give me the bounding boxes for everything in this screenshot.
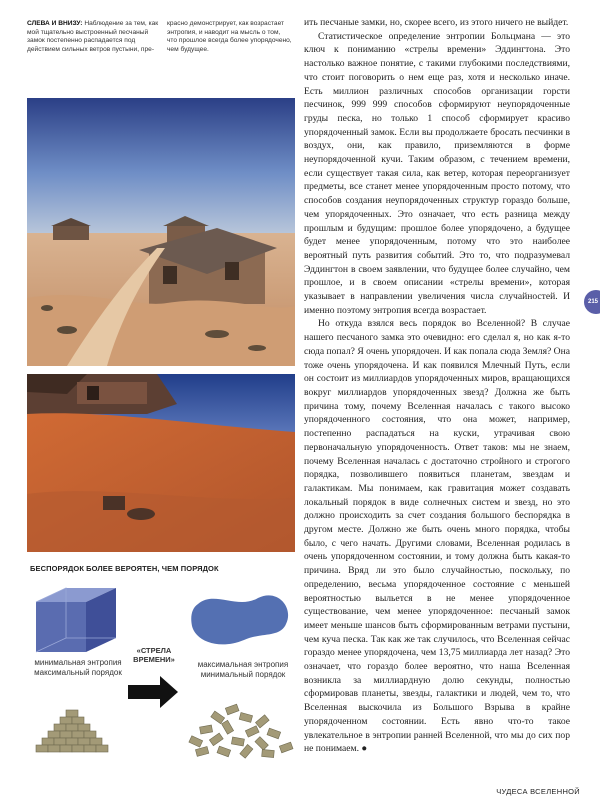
running-footer: ЧУДЕСА ВСЕЛЕННОЙ [496,787,580,796]
photo-caption-continued: красно демонстрирует, как возрастает энтропия, и наводит на мысль о том, что прошлое всегда более упорядочено, чем будущее. [167,20,292,54]
caption-text: Наблюдение за тем, как мой тщательно выстроенный песчаный замок постепенно распадается под действием сильных ветров пустыни, пре- [27,20,159,54]
entropy-diagram [0,580,300,800]
ghost-town-photo [27,98,295,366]
disordered-blob-icon [191,595,288,644]
paragraph: ить песчаные замки, но, скорее всего, из этого ничего не выйдет. [304,17,569,28]
figure-title: БЕСПОРЯДОК БОЛЕЕ ВЕРОЯТЕН, ЧЕМ ПОРЯДОК [30,564,219,573]
photo-caption [27,20,161,55]
paragraph: Но откуда взялся весь порядок во Вселенной? В случае нашего песчаного замка это очевидно: его сделал я, но как я-то сюда попал? Я очень упорядочен. И как попала сюда Земля? Она тоже очень упорядочена. И как появился Млечный Путь, если он состоит из миллиардов упорядоченных миров, вращающихся вокруг миллиардов упорядоченных звезд? Должна же быть причина тому, почему Вселенная началась с такого высоко упорядоченного состояния, что она может, например, постепенно распадаться на куски, утрачивая свою первоначальную упорядоченность. Ответ таков: мы не знаем, почему Вселенная началась с достаточно стройного и строгого порядка, позволившего появиться планетам, звездам и галактикам. Мы понимаем, как гравитация может создавать локальный порядок в виде солнечных систем и звезд, но это должно происходить за счет создания большого беспорядка в другом месте. Должно же быть очень много порядка, чтобы было, с чего начать. Другими словами, Вселенная родилась в очень упорядоченном состоянии, и тому должна быть какая-то причина. Вряд ли это было случайностью, поскольку, по определению, весьма упорядоченное состояние с меньшей вероятностью выльется в не менее упорядоченное существование, чем менее упорядоченное: песчаный замок имеет меньше шансов быть сформированным ветрами пустыни, чем куча песка. Так как же так случилось, что Вселенная сейчас гораздо менее упорядочена, чем 13,75 миллиарда лет назад? Это означает, что гораздо более вероятно, что наша Вселенная возникла за миллиардную долю секунды, полностью сформировав планеты, звезды, галактики и людей, чем то, что Вселенная выскочила из Большого Взрыва в крайне упорядоченном состоянии. Есть явно что-то такое увлекательное в энтропии ранней Вселенной, что мы до сих пор не понимаем. ● [304,318,570,755]
time-arrow-label: «СТРЕЛА ВРЕМЕНИ» [133,646,175,664]
time-arrow-icon [128,676,178,708]
article-body [304,16,570,756]
high-entropy-label: максимальная энтропия минимальный порядок [197,660,289,679]
paragraph: Статистическое определение энтропии Больцмана — это ключ к пониманию «стрелы времени» Эддингтона. Это настолько важное понятие, с такими глубокими последствиями, что стоит поговорить о нем еще раз, хотя и несколько иначе. Есть миллион различных способов организации горсти песчинок, 999 999 способов сформируют неупорядоченные груды песка, но только 1 способ сформирует красиво упорядоченный замок. Если вы продолжаете бросать песчинки в воздух, они, как правило, приземляются в форме неупорядоченной кучи. Таким образом, с течением времени, если существует такая сила, как ветер, которая переорганизует предметы, все станет менее упорядоченным просто потому, что способов создания неупорядоченных структур гораздо больше, чем упорядоченных. Это означает, что есть разница между прошлым и будущим: прошлое более упорядочено, а будущее будет менее упорядоченным, потому что это наиболее вероятный путь развития событий. Это то, что подразумевал Эддингтон в своем заявлении, что будущее более случайно, чем прошлое, и в своем описании «стрелы времени», которая указывает в направлении увеличения числа случайностей. И именно поэтому энтропия всегда возрастает. [304,30,570,316]
scattered-brick-pile [189,704,293,758]
ordered-brick-pyramid [36,710,108,752]
low-entropy-label: минимальная энтропия максимальный порядок [34,658,122,677]
ordered-cube-icon [36,588,116,652]
page-number: 215 [584,290,600,314]
sand-filled-room-photo [27,374,295,552]
caption-label: СЛЕВА И ВНИЗУ: [27,20,83,27]
